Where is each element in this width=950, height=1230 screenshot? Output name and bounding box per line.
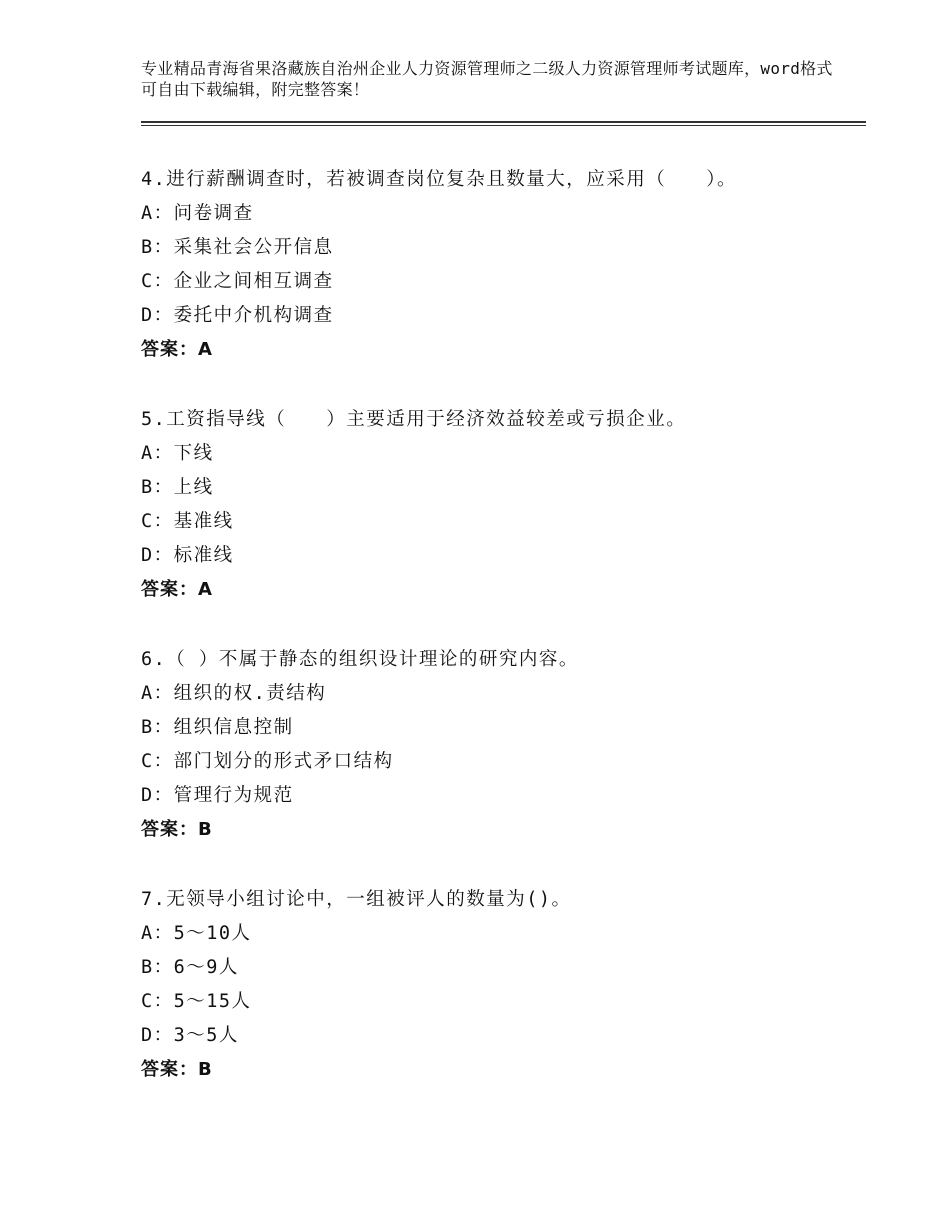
question-5 [141, 403, 866, 607]
option-d: D：管理行为规范 [141, 785, 294, 806]
header-divider-thin [141, 125, 866, 126]
answer-label: 答案：B [141, 819, 213, 840]
option-b: B：采集社会公开信息 [141, 237, 334, 258]
option-b: B：组织信息控制 [141, 717, 294, 738]
header-divider-thick [141, 121, 866, 123]
answer-label: 答案：B [141, 1059, 213, 1080]
option-c: C：部门划分的形式矛口结构 [141, 751, 394, 772]
option-b: B：6～9人 [141, 957, 239, 978]
option-a: A：下线 [141, 443, 214, 464]
option-b: B：上线 [141, 477, 214, 498]
option-c: C：企业之间相互调查 [141, 271, 334, 292]
question-stem: 5.工资指导线（ ）主要适用于经济效益较差或亏损企业。 [141, 409, 687, 430]
question-list [141, 163, 866, 1123]
question-stem: 6.（ ）不属于静态的组织设计理论的研究内容。 [141, 649, 579, 670]
document-title: 专业精品青海省果洛藏族自治州企业人力资源管理师之二级人力资源管理师考试题库，word格式可自由下载编辑，附完整答案！ [141, 59, 833, 99]
option-a: A：5～10人 [141, 923, 252, 944]
question-stem: 7.无领导小组讨论中，一组被评人的数量为()。 [141, 889, 572, 910]
option-a: A：组织的权.责结构 [141, 683, 327, 704]
question-4 [141, 163, 866, 367]
answer-label: 答案：A [141, 339, 213, 360]
question-7 [141, 883, 866, 1087]
option-d: D：3～5人 [141, 1025, 239, 1046]
option-a: A：问卷调查 [141, 203, 254, 224]
question-stem: 4.进行薪酬调查时，若被调查岗位复杂且数量大，应采用（ ）。 [141, 169, 738, 190]
answer-label: 答案：A [141, 579, 213, 600]
question-6 [141, 643, 866, 847]
option-c: C：5～15人 [141, 991, 252, 1012]
option-d: D：委托中介机构调查 [141, 305, 334, 326]
option-c: C：基准线 [141, 511, 234, 532]
option-d: D：标准线 [141, 545, 234, 566]
